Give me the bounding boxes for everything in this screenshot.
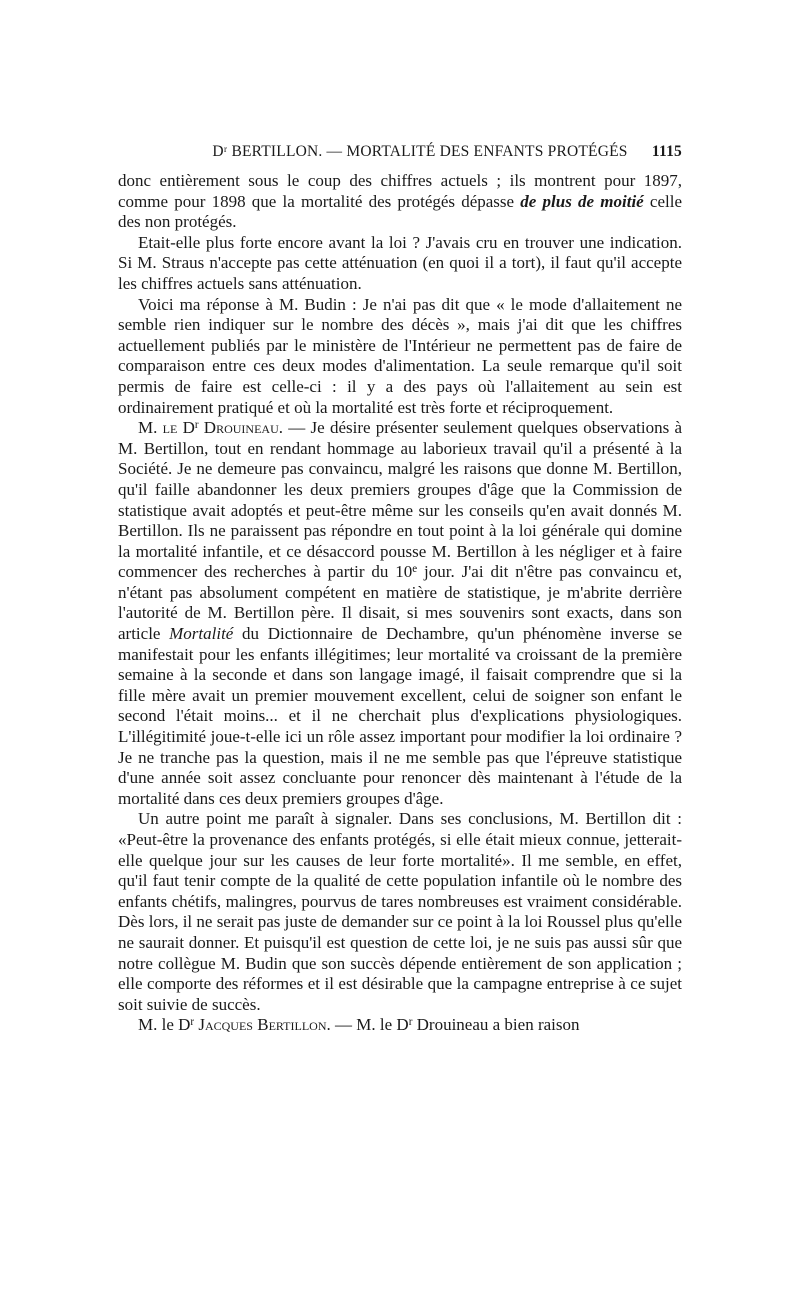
text-segment: Drouineau	[198, 418, 279, 438]
document-page	[118, 143, 682, 1036]
paragraph	[118, 1015, 682, 1036]
text-segment: e	[412, 563, 418, 576]
text-segment: D	[177, 418, 195, 438]
text-segment: Etait-elle plus forte encore avant la loi ? J'avais cru en trouver une indication. Si M. Straus n'accepte pas cette atténuation (en quoi il a tort), il faut qu'il accepte les chiffres actuels sans atténuation.	[118, 232, 682, 293]
text-segment: celle des non protégés.	[118, 191, 682, 232]
text-segment: . — M. le D	[326, 1015, 409, 1035]
paragraph	[118, 418, 682, 809]
text-segment: Un autre point me paraît à signaler. Dans ses conclusions, M. Bertillon dit : «Peut-être la provenance des enfants protégés, si elle était mieux connue, jetterait-elle quelque jour sur les causes de leur forte mortalité». Il me semble, en effet, qu'il faut tenir compte de la qualité de cette population infantile où le nombre des enfants chétifs, malingres, pourvus de tares nombreuses est vraiment considérable. Dès lors, il ne serait pas juste de demander sur ce point à la loi Roussel plus qu'elle ne saurait donner. Et puisqu'il est question de cette loi, je ne suis pas aussi sûr que notre collègue M. Budin que son succès dépende entièrement de son application ; elle comporte des réformes et il est désirable que la campagne entreprise à ce sujet soit suivie de succès.	[118, 809, 682, 1014]
running-title: Dʳ BERTILLON. — MORTALITÉ DES ENFANTS PROTÉGÉS	[212, 143, 628, 160]
text-segment: r	[190, 1016, 195, 1029]
text-segment: r	[194, 419, 199, 432]
running-header	[118, 143, 682, 171]
text-segment: Jacques Bertillon	[194, 1015, 327, 1035]
text-segment: Voici ma réponse à M. Budin : Je n'ai pas dit que « le mode d'allaitement ne semble rien indiquer sur le nombre des décès », mais j'ai dit que les chiffres actuellement publiés par le ministère de l'Intérieur ne permettent pas de faire de comparaison entre ces deux modes d'alimentation. La seule remarque qu'il soit permis de faire est celle-ci : il y a des pays où l'allaitement au sein est ordinairement pratiqué et où la mortalité est très forte et réciproquement.	[118, 294, 682, 417]
paragraph	[118, 171, 682, 233]
text-segment: le	[162, 418, 178, 438]
text-segment: Drouineau a bien raison	[412, 1015, 580, 1035]
paragraph	[118, 809, 682, 1015]
page-number: 1115	[651, 143, 682, 160]
paragraph	[118, 295, 682, 419]
text-segment: M.	[138, 418, 163, 438]
text-segment: donc entièrement sous le coup des chiffres actuels ; ils montrent pour 1897, comme pour 1898 que la mortalité des protégés dépasse	[118, 171, 682, 211]
paragraph	[118, 233, 682, 295]
text-segment: jour. J'ai dit n'être pas convaincu et, n'étant pas absolument compétent en matière de statistique, je m'abrite derrière l'autorité de M. Bertillon père. Il disait, si mes souvenirs sont exacts, dans son article	[118, 562, 682, 644]
text-segment: r	[408, 1016, 413, 1029]
text-segment: de plus de moitié	[520, 191, 644, 211]
text-segment: du Dictionnaire de Dechambre, qu'un phénomène inverse se manifestait pour les enfants illégitimes; leur mortalité va croissant de la première semaine à la seconde et dans son langage imagé, il faisait comprendre que si la fille mère avait un premier mouvement excellent, celui de soigner son enfant le second l'était moins... et il ne cherchait plus d'explications physiologiques. L'illégitimité joue-t-elle ici un rôle assez important pour modifier la loi ordinaire ? Je ne tranche pas la question, mais il ne me semble pas que l'épreuve statistique d'une année soit assez concluante pour renoncer dès maintenant à l'étude de la mortalité dans ces deux premiers groupes d'âge.	[118, 624, 682, 808]
text-segment: M. le D	[138, 1015, 191, 1035]
text-segment: . — Je désire présenter seulement quelques observations à M. Bertillon, tout en rendant hommage au laborieux travail qu'il a présenté à la Société. Je ne demeure pas convaincu, malgré les raisons que donne M. Bertillon, qu'il faille abandonner les deux premiers groupes d'âge que la Commission de statistique avait adoptés et peut-être même sur les conseils qu'en avait donnés M. Bertillon. Ils ne paraissent pas répondre en tout point à la loi générale qui domine la mortalité infantile, et ce désaccord pousse M. Bertillon à les négliger et à faire commencer des recherches à partir du 10	[118, 418, 682, 582]
body-text	[118, 171, 682, 1036]
text-segment: Mortalité	[169, 624, 234, 644]
